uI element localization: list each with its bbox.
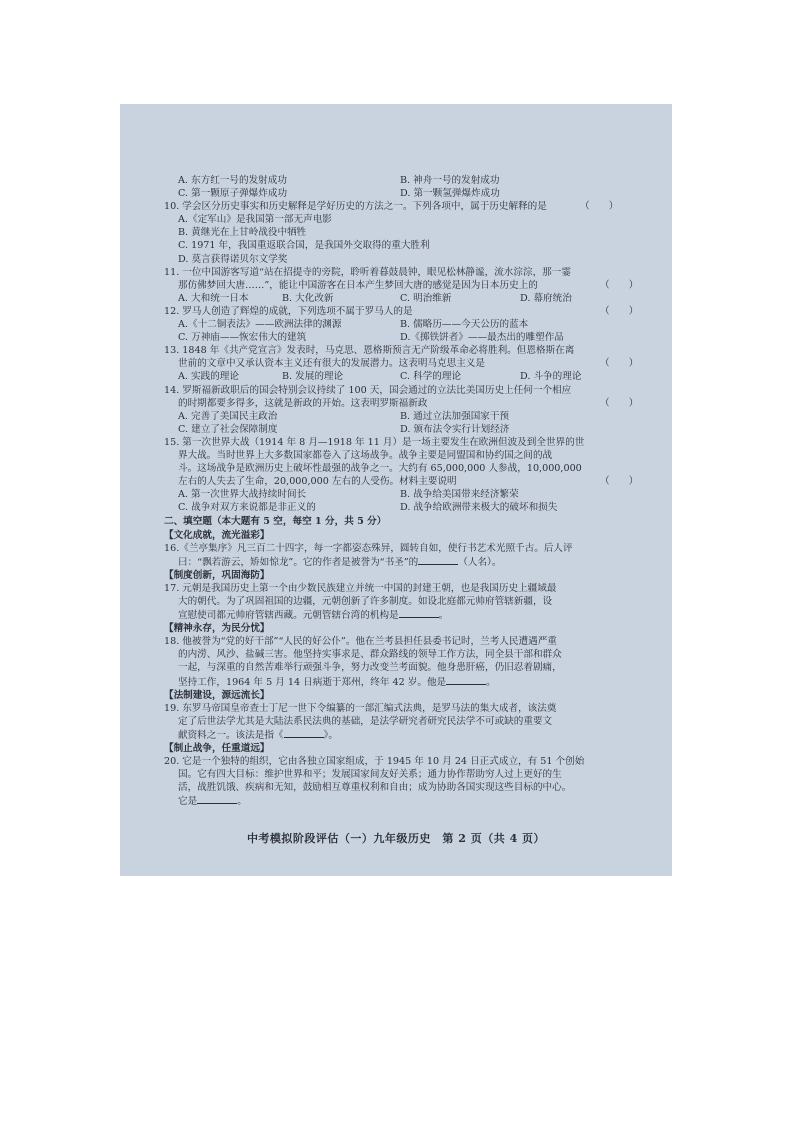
- q15-line2: 界大战。当时世界上大多数国家都卷入了这场战争。战争主要是同盟国和协约国之间的战: [178, 449, 553, 461]
- q20-answer-blank[interactable]: [197, 794, 237, 804]
- q11-line2-text: 那仿佛梦回大唐……”，能让中国游客在日本产生梦回大唐的感觉是因为日本历史上的: [178, 279, 538, 291]
- q13-line2-text: 世前的文章中又承认资本主义还有很大的发展潜力。这表明马克思主义是: [178, 358, 485, 370]
- q12-stem: [164, 305, 644, 318]
- q12-option-d: D.《掷铁饼者》——最杰出的雕塑作品: [400, 332, 564, 344]
- q10-option-b: B. 黄继光在上甘岭战役中牺牲: [178, 227, 307, 239]
- q9-option-a: A. 东方红一号的发射成功: [178, 175, 287, 186]
- q16-line2: [164, 555, 644, 569]
- q20-line4-text: 它是: [178, 796, 198, 808]
- q12-option-c: C. 万神庙——恢宏伟大的建筑: [178, 332, 307, 344]
- q20-line4-tail: 。: [237, 796, 247, 808]
- q14-bracket: （ ）: [600, 397, 639, 409]
- q11-option-a: A. 大和统一日本: [178, 292, 249, 304]
- q15-options-row1: [164, 488, 644, 501]
- q10-stem: [164, 200, 644, 213]
- q11-option-d: D. 幕府统治: [520, 292, 572, 304]
- q19-line3: [164, 728, 644, 742]
- q13-option-b: B. 发展的理论: [282, 371, 344, 383]
- q18-line4-text: 坚持工作，1964 年 5 月 14 日病逝于郑州，终年 42 岁。他是: [178, 676, 447, 688]
- q14-line1: 14. 罗斯福新政职后的国会特别会议持续了 100 天，国会通过的立法比美国历史上任何一个相应: [164, 384, 572, 396]
- q19-line3-text: 献资料之一。该法是指《: [178, 729, 284, 741]
- q14-option-c: C. 建立了社会保障制度: [178, 423, 278, 435]
- q15-line1: 15. 第一次世界大战（1914 年 8 月—1918 年 11 月）是一场主要发生在欧洲但波及到全世界的世: [164, 436, 585, 448]
- q20-line4: [164, 794, 644, 808]
- q10-stem-text: 10. 学会区分历史事实和历史解释是学好历史的方法之一。下列各项中，属于历史解释的是: [164, 201, 547, 213]
- q16-line2-text: 曰：“飘若游云，矫如惊龙”。它的作者是被誉为“书圣”的: [178, 556, 419, 568]
- q18-answer-blank[interactable]: [446, 675, 486, 685]
- q10-bracket: （ ）: [580, 201, 619, 213]
- q20-line2: 国。它有四大目标：维护世界和平；发展国家间友好关系；通力协作帮助穷人过上更好的生: [178, 769, 562, 781]
- q15-options-row2: [164, 501, 644, 514]
- q18-heading: 【精神永存，为民分忧】: [164, 623, 270, 635]
- q19-line2: 定了后世法学尤其是大陆法系民法典的基础，是法学研究者研究民法学不可或缺的重要文: [178, 715, 553, 727]
- q12-option-a: A.《十二铜表法》——欧洲法律的渊源: [178, 319, 342, 331]
- q10-option-c: C. 1971 年，我国重返联合国，是我国外交取得的重大胜利: [178, 240, 430, 252]
- q14-option-a: A. 完善了美国民主政治: [178, 410, 278, 422]
- q14-option-b: B. 通过立法加强国家干预: [400, 410, 510, 422]
- q17-line2: 大的朝代。为了巩固祖国的边疆，元朝创新了许多制度。如设北庭都元帅府管辖新疆，设: [178, 596, 553, 607]
- q11-line1: 11. 一位中国游客写道“站在招提寺的旁院，聆听着暮鼓晨钟，眼见松林静谧，流水淙淙，那一霎: [164, 266, 571, 278]
- q15-option-b: B. 战争给美国带来经济繁荣: [400, 489, 519, 501]
- q17-answer-blank[interactable]: [399, 608, 439, 618]
- q11-line2: [164, 279, 644, 292]
- section2-title: 二、填空题（本大题有 5 空，每空 1 分，共 5 分）: [164, 516, 387, 528]
- q11-option-b: B. 大化改新: [282, 292, 334, 304]
- q9-option-d: D. 第一颗氢弹爆炸成功: [400, 188, 500, 200]
- q9-options-row1: [164, 174, 644, 187]
- q14-option-d: D. 颁布法令实行计划经济: [400, 423, 510, 435]
- q9-options-row2: [164, 187, 644, 200]
- q12-option-b: B. 儒略历——今天公历的蓝本: [400, 319, 529, 331]
- q19-heading: 【法制建设，源远流长】: [164, 689, 270, 701]
- q12-options-row2: [164, 331, 644, 344]
- exam-content: [164, 174, 644, 809]
- q18-line1: 18. 他被誉为“党的好干部”“人民的好公仆”。他在兰考县担任县委书记时，兰考人民遭遇严重: [164, 636, 557, 648]
- q15-bracket: （ ）: [600, 476, 639, 488]
- q10-option-d: D. 莫言获得诺贝尔文学奖: [178, 253, 288, 265]
- q15-option-c: C. 战争对双方来说都是非正义的: [178, 502, 316, 514]
- q20-line3: 活，战胜饥饿、疾病和无知，鼓励相互尊重权利和自由；成为协助各国实现这些目标的中心。: [178, 782, 572, 794]
- q19-answer-blank[interactable]: [284, 728, 324, 738]
- q16-line1: 16.《兰亭集序》凡三百二十四字，每一字都姿态殊异，圆转自如，使行书艺术光照千古。后人评: [164, 542, 573, 554]
- q13-line1: 13. 1848 年《共产党宣言》发表时，马克思、恩格斯预言无产阶级革命必将胜利。但恩格斯在离: [164, 345, 575, 357]
- q17-line3: [164, 608, 644, 622]
- q15-line3: 斗。这场战争是欧洲历史上破坏性最强的战争之一。大约有 65,000,000 人参战，10,000,000: [178, 463, 582, 475]
- q9-option-c: C. 第一颗原子弹爆炸成功: [178, 188, 288, 200]
- q11-option-c: C. 明治维新: [400, 292, 452, 304]
- q19-line1: 19. 东罗马帝国皇帝查士丁尼一世下令编纂的一部汇编式法典，是罗马法的集大成者，该法奠: [164, 702, 557, 714]
- q20-heading: 【制止战争，任重道远】: [164, 743, 270, 755]
- q15-line4: [164, 475, 644, 488]
- q13-option-d: D. 斗争的理论: [520, 371, 582, 383]
- q11-options: [164, 292, 644, 305]
- q16-heading: 【文化成就，流光溢彩】: [164, 529, 270, 541]
- q14-line2-text: 的时期都要多得多，这就是新政的开始。这表明罗斯福新政: [178, 397, 428, 409]
- q12-options-row1: [164, 318, 644, 331]
- q16-answer-blank[interactable]: [418, 555, 458, 565]
- q18-line3: 一起，与深重的自然苦难举行顽强斗争，努力改变兰考面貌。他身患肝癌，仍旧忍着剧痛，: [178, 662, 562, 674]
- q14-options-row1: [164, 410, 644, 423]
- q17-line3-tail: 。: [438, 610, 449, 622]
- q17-heading: 【制度创新，巩固海防】: [164, 569, 270, 581]
- q12-stem-text: 12. 罗马人创造了辉煌的成就，下列选项不属于罗马人的是: [164, 305, 413, 317]
- q11-bracket: （ ）: [600, 279, 639, 291]
- q15-option-d: D. 战争给欧洲带来极大的破坏和损失: [400, 502, 558, 514]
- q16-line2-tail: （人名）。: [458, 556, 502, 568]
- q10-option-a: A.《定军山》是我国第一部无声电影: [178, 214, 332, 226]
- q19-line3-tail: 》。: [323, 729, 338, 741]
- q15-line4-text: 左右的人失去了生命，20,000,000 左右的人受伤。材料主要说明: [178, 476, 457, 488]
- q13-bracket: （ ）: [600, 358, 639, 370]
- q13-options: [164, 370, 644, 383]
- q13-option-c: C. 科学的理论: [400, 371, 462, 383]
- q13-line2: [164, 357, 644, 370]
- page-footer: 中考模拟阶段评估（一）九年级历史 第 2 页（共 4 页）: [246, 832, 546, 845]
- q18-line2: 的内涝、风沙、盐碱三害。他坚持实事求是、群众路线的领导工作方法，同全县干部和群众: [178, 649, 562, 661]
- q12-bracket: （ ）: [600, 305, 639, 317]
- q20-line1: 20. 它是一个独特的组织，它由各独立国家组成，于 1945 年 10 月 24 日正式成立，有 51 个创始: [164, 756, 585, 768]
- q9-option-b: B. 神舟一号的发射成功: [400, 175, 500, 186]
- q18-line4-tail: 。: [486, 676, 496, 688]
- q18-line4: [164, 675, 644, 689]
- q14-line2: [164, 397, 644, 410]
- q15-option-a: A. 第一次世界大战持续时间长: [178, 489, 307, 501]
- q17-line1: 17. 元朝是我国历史上第一个由少数民族建立并统一中国的封建王朝，也是我国历史上疆域最: [164, 582, 557, 594]
- q13-option-a: A. 实践的理论: [178, 371, 239, 383]
- q14-options-row2: [164, 423, 644, 436]
- q17-line3-text: 宣慰使司都元帅府管辖西藏。元朝管辖台湾的机构是: [178, 610, 399, 622]
- scanned-page-photo: [120, 104, 672, 876]
